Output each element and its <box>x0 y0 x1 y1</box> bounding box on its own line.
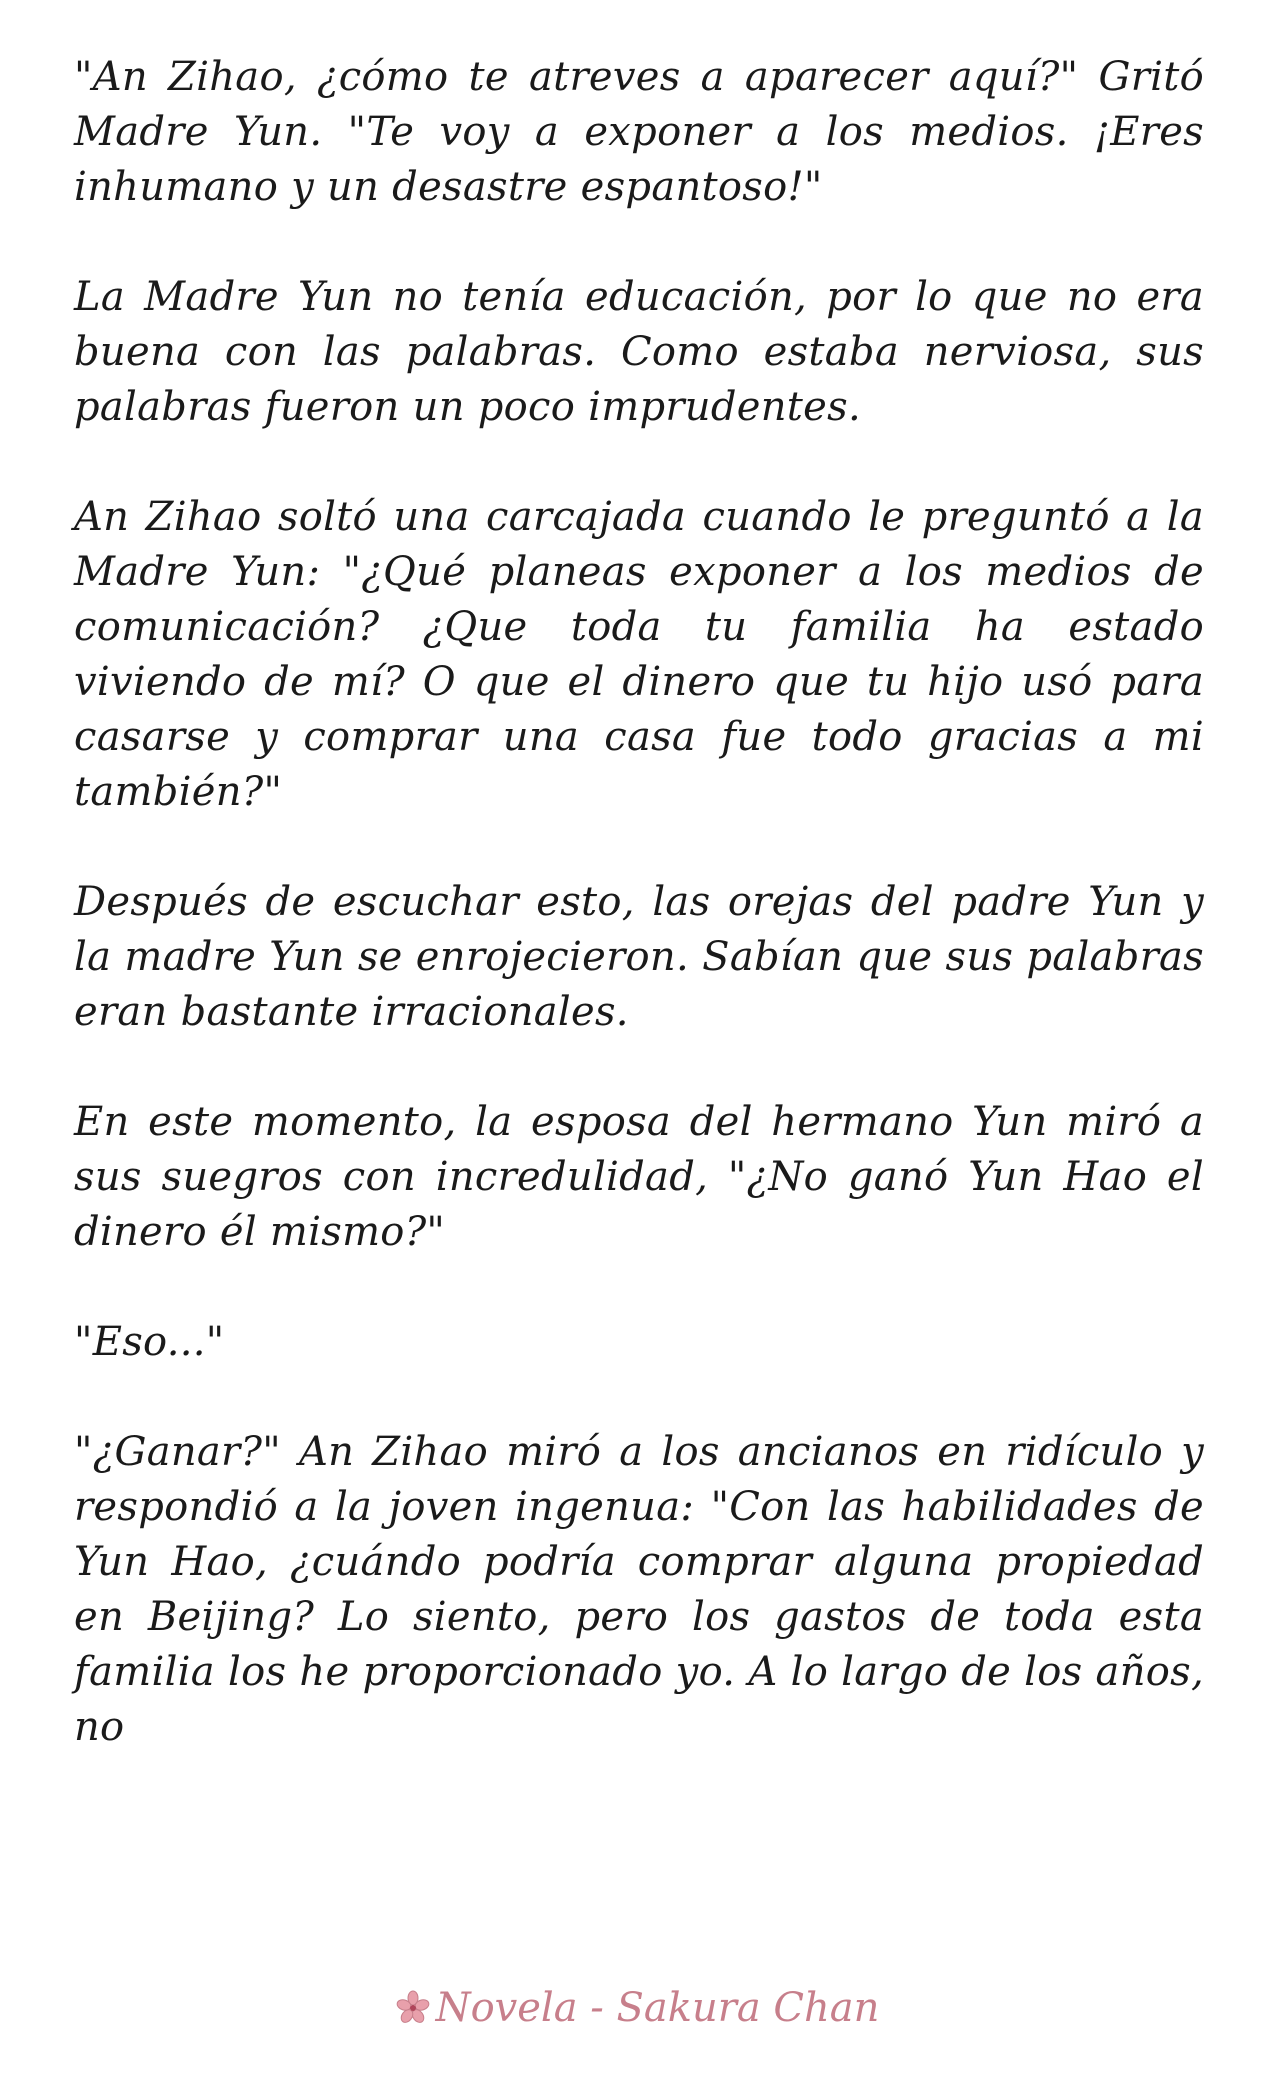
paragraph-2: La Madre Yun no tenía educación, por lo que no era buena con las palabras. Como estaba nerviosa, sus palabras fueron un poco imprudentes. <box>74 274 1204 430</box>
paragraph-6: "Eso..." <box>74 1319 225 1365</box>
paragraph-4: Después de escuchar esto, las orejas del padre Yun y la madre Yun se enrojecieron. Sabían que sus palabras eran bastante irracionales. <box>74 879 1204 1035</box>
watermark-text: Novela - Sakura Chan <box>435 1985 880 2031</box>
chapter-text <box>74 50 1204 1810</box>
watermark <box>0 1985 1275 2034</box>
paragraph-1: "An Zihao, ¿cómo te atreves a aparecer aquí?" Gritó Madre Yun. "Te voy a exponer a los medios. ¡Eres inhumano y un desastre espantoso!" <box>74 54 1204 210</box>
paragraph-3: An Zihao soltó una carcajada cuando le preguntó a la Madre Yun: "¿Qué planeas exponer a los medios de comunicación? ¿Que toda tu familia ha estado viviendo de mí? O que el dinero que tu hijo usó para casarse y comprar una casa fue todo gracias a mi también?" <box>74 494 1204 815</box>
sakura-flower-icon <box>396 1988 430 2034</box>
paragraph-5: En este momento, la esposa del hermano Yun miró a sus suegros con incredulidad, "¿No ganó Yun Hao el dinero él mismo?" <box>74 1099 1204 1255</box>
paragraph-7: "¿Ganar?" An Zihao miró a los ancianos en ridículo y respondió a la joven ingenua: "Con las habilidades de Yun Hao, ¿cuándo podría comprar alguna propiedad en Beijing? Lo siento, pero los gastos de toda esta familia los he proporcionado yo. A lo largo de los años, no <box>74 1429 1204 1750</box>
